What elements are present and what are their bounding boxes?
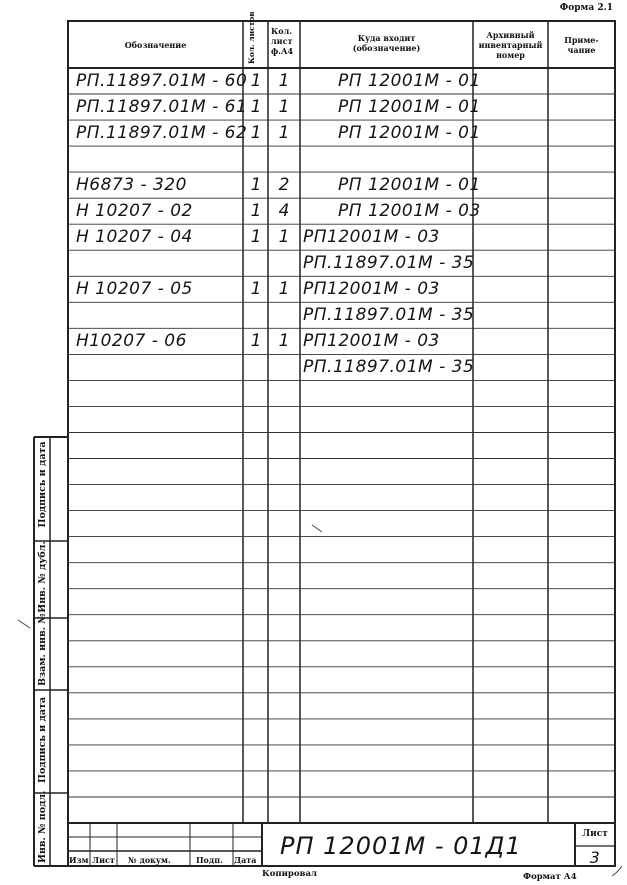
row-sheets-count: 1 [250,123,262,144]
row-designation: Н 10207 - 02 [76,201,193,222]
header-where-used-line2: (обозначение) [352,43,421,53]
row-where-used: РП12001М - 03 [303,227,440,248]
document-code: РП 12001М - 01Д1 [280,832,522,860]
header-designation [68,40,243,50]
header-notes-line2: чание [567,45,596,55]
header-archive-line2: инвентарный [478,40,543,50]
table-row [0,357,627,383]
header-sheets-count: Кол. листов [247,11,256,64]
header-notes-line1: Приме- [564,35,599,45]
row-sheets-a4: 1 [278,331,290,352]
side-label-sign-date-2: Подпись и дата [37,696,48,784]
footer-copied: Копировал [262,869,317,879]
row-sheets-count: 1 [250,201,262,222]
header-sheets-a4-line1: Кол. [271,26,293,36]
row-where-used: РП12001М - 03 [303,331,440,352]
row-where-used: РП.11897.01М - 35 [303,357,475,378]
stamp-col-sign: Подп. [196,855,223,865]
header-where-used-line1: Куда входит [357,33,416,43]
table-row [0,149,627,175]
stamp-col-doc: № докум. [128,855,171,865]
row-where-used: РП 12001М - 01 [338,97,481,118]
table-row [0,331,627,357]
header-sheets-a4 [268,26,300,56]
stamp-sheet-label: Лист [582,829,608,839]
header-archive-line3: номер [496,50,525,60]
row-where-used: РП12001М - 03 [303,279,440,300]
table-row [0,175,627,201]
header-archive-number [473,30,548,60]
row-sheets-count: 1 [250,97,262,118]
side-label-sign-date-1: Подпись и дата [37,441,48,528]
row-sheets-count: 1 [250,227,262,248]
row-where-used: РП 12001М - 01 [338,175,481,196]
header-sheets-a4-line3: ф.А4 [271,46,294,56]
row-sheets-a4: 4 [278,201,290,222]
side-label-inv-orig: Инв. № подл. [37,790,48,863]
footer-format: Формат А4 [523,872,577,882]
row-designation: Н 10207 - 04 [76,227,193,248]
header-notes [548,35,615,55]
row-sheets-a4: 2 [278,175,290,196]
row-sheets-a4: 1 [278,71,290,91]
row-sheets-a4: 1 [278,97,290,118]
table-row [0,279,627,305]
row-sheets-a4: 1 [278,123,290,144]
row-where-used: РП 12001М - 01 [338,71,481,91]
side-label-replace-inv: Взам. инв. № [37,613,48,686]
row-sheets-count: 1 [250,71,262,91]
table-row [0,253,627,279]
table-row [0,305,627,331]
stamp-col-sheet: Лист [92,855,115,865]
table-row [0,123,627,149]
side-label-inv-dup: Инв. № дубл. [37,541,48,613]
row-sheets-count: 1 [250,175,262,196]
form-number: Форма 2.1 [559,3,613,13]
header-archive-line1: Архивный [486,30,535,40]
table-row [0,97,627,123]
row-where-used: РП 12001М - 01 [338,123,481,144]
table-row [0,201,627,227]
row-where-used: РП 12001М - 03 [338,201,481,222]
row-where-used: РП.11897.01М - 35 [303,305,475,326]
stamp-sheet-number: 3 [589,848,601,867]
row-designation: РП.11897.01М - 60 [76,71,248,91]
row-designation: РП.11897.01М - 61 [76,97,248,118]
row-designation: Н6873 - 320 [76,175,187,196]
header-where-used [300,33,473,53]
row-where-used: РП.11897.01М - 35 [303,253,475,274]
table-row [0,227,627,253]
stamp-col-date: Дата [234,855,257,865]
header-sheets-a4-line2: лист [271,36,293,46]
row-designation: РП.11897.01М - 62 [76,123,248,144]
row-designation: Н 10207 - 05 [76,279,193,300]
row-sheets-a4: 1 [278,279,290,300]
row-sheets-count: 1 [250,331,262,352]
header-designation-text: Обозначение [124,40,187,50]
row-sheets-count: 1 [250,279,262,300]
row-sheets-a4: 1 [278,227,290,248]
table-row [0,71,627,97]
stamp-col-change: Изм [69,855,89,865]
row-designation: Н10207 - 06 [76,331,187,352]
